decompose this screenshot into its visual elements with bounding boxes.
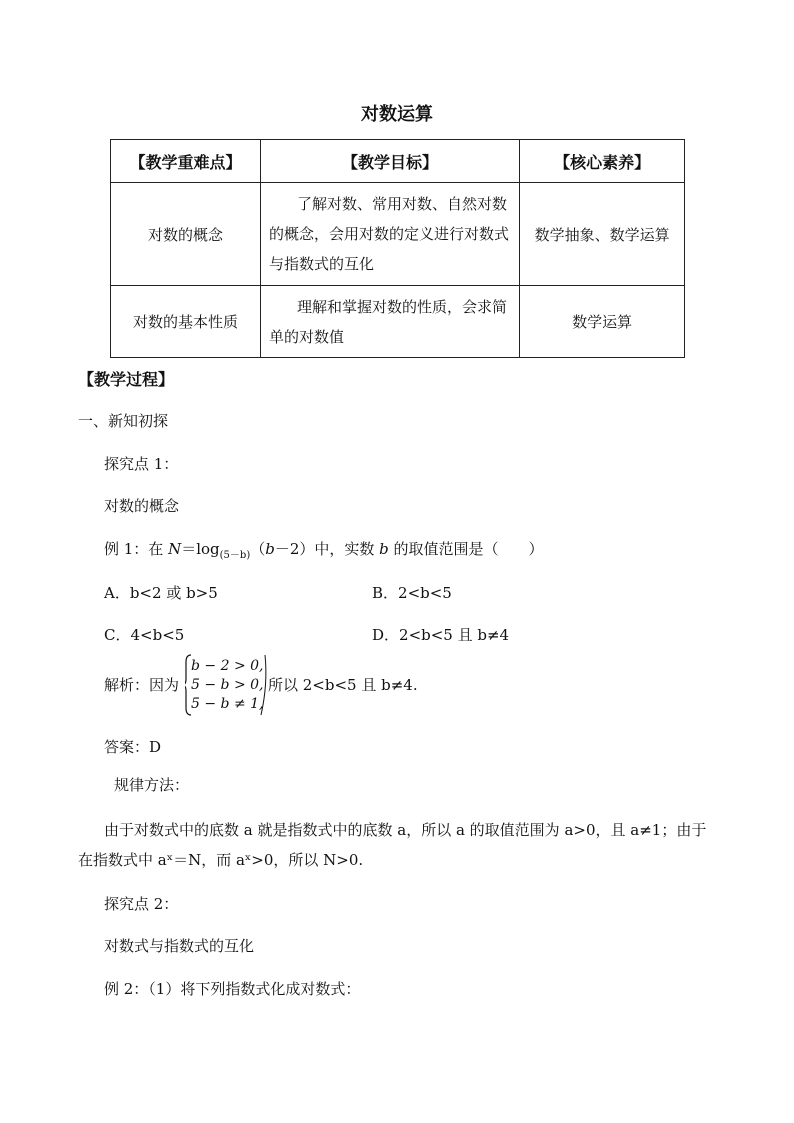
method-label: 规律方法： [114,776,190,794]
explore-topic: 对数的概念 [104,497,180,515]
objectives-table [110,139,685,358]
table-row [111,286,685,358]
option-b: B．2<b<5 [372,584,452,602]
table-header: 【教学目标】 [260,140,519,183]
explore-label: 探究点 2： [104,895,179,913]
option-a: A．b<2 或 b>5 [104,584,218,602]
answer: 答案：D [104,738,162,756]
option-c: C．4<b<5 [104,626,185,644]
inequality-line: 5 − b > 0, [191,677,264,693]
analysis-conclusion: 所以 2<b<5 且 b≠4. [268,676,418,694]
table-cell-goal: 了解对数、常用对数、自然对数的概念，会用对数的定义进行对数式与指数式的互化 [260,183,519,286]
method-text: 由于对数式中的底数 a 就是指数式中的底数 a，所以 a 的取值范围为 a>0，且 a≠1；由于在指数式中 aˣ＝N，而 aˣ>0，所以 N>0. [78,821,707,869]
process-heading: 【教学过程】 [78,370,175,389]
inequality-line: 5 − b ≠ 1, [191,696,264,712]
inequality-system [191,657,264,714]
table-row [111,183,685,286]
table-cell-literacy: 数学运算 [520,286,685,358]
section-heading: 一、新知初探 [78,412,169,430]
option-d: D．2<b<5 且 b≠4 [372,626,510,644]
analysis-prefix: 解析：因为 [104,676,180,694]
page-title: 对数运算 [361,104,433,125]
inequality-line: b − 2 > 0, [191,658,264,674]
example-1: 例 1：在 $N=\log_{(5-b)}(b-2)$中，实数 b 的取值范围是（ ） [104,540,544,561]
table-header-row [111,140,685,183]
table-cell-point: 对数的基本性质 [111,286,261,358]
explore-label: 探究点 1： [104,455,179,473]
explore-topic: 对数式与指数式的互化 [104,937,255,955]
example-2: 例 2：（1）将下列指数式化成对数式： [104,980,361,998]
table-cell-literacy: 数学抽象、数学运算 [520,183,685,286]
table-cell-goal: 理解和掌握对数的性质，会求简单的对数值 [260,286,519,358]
table-cell-point: 对数的概念 [111,183,261,286]
table-header: 【教学重难点】 [111,140,261,183]
table-header: 【核心素养】 [520,140,685,183]
